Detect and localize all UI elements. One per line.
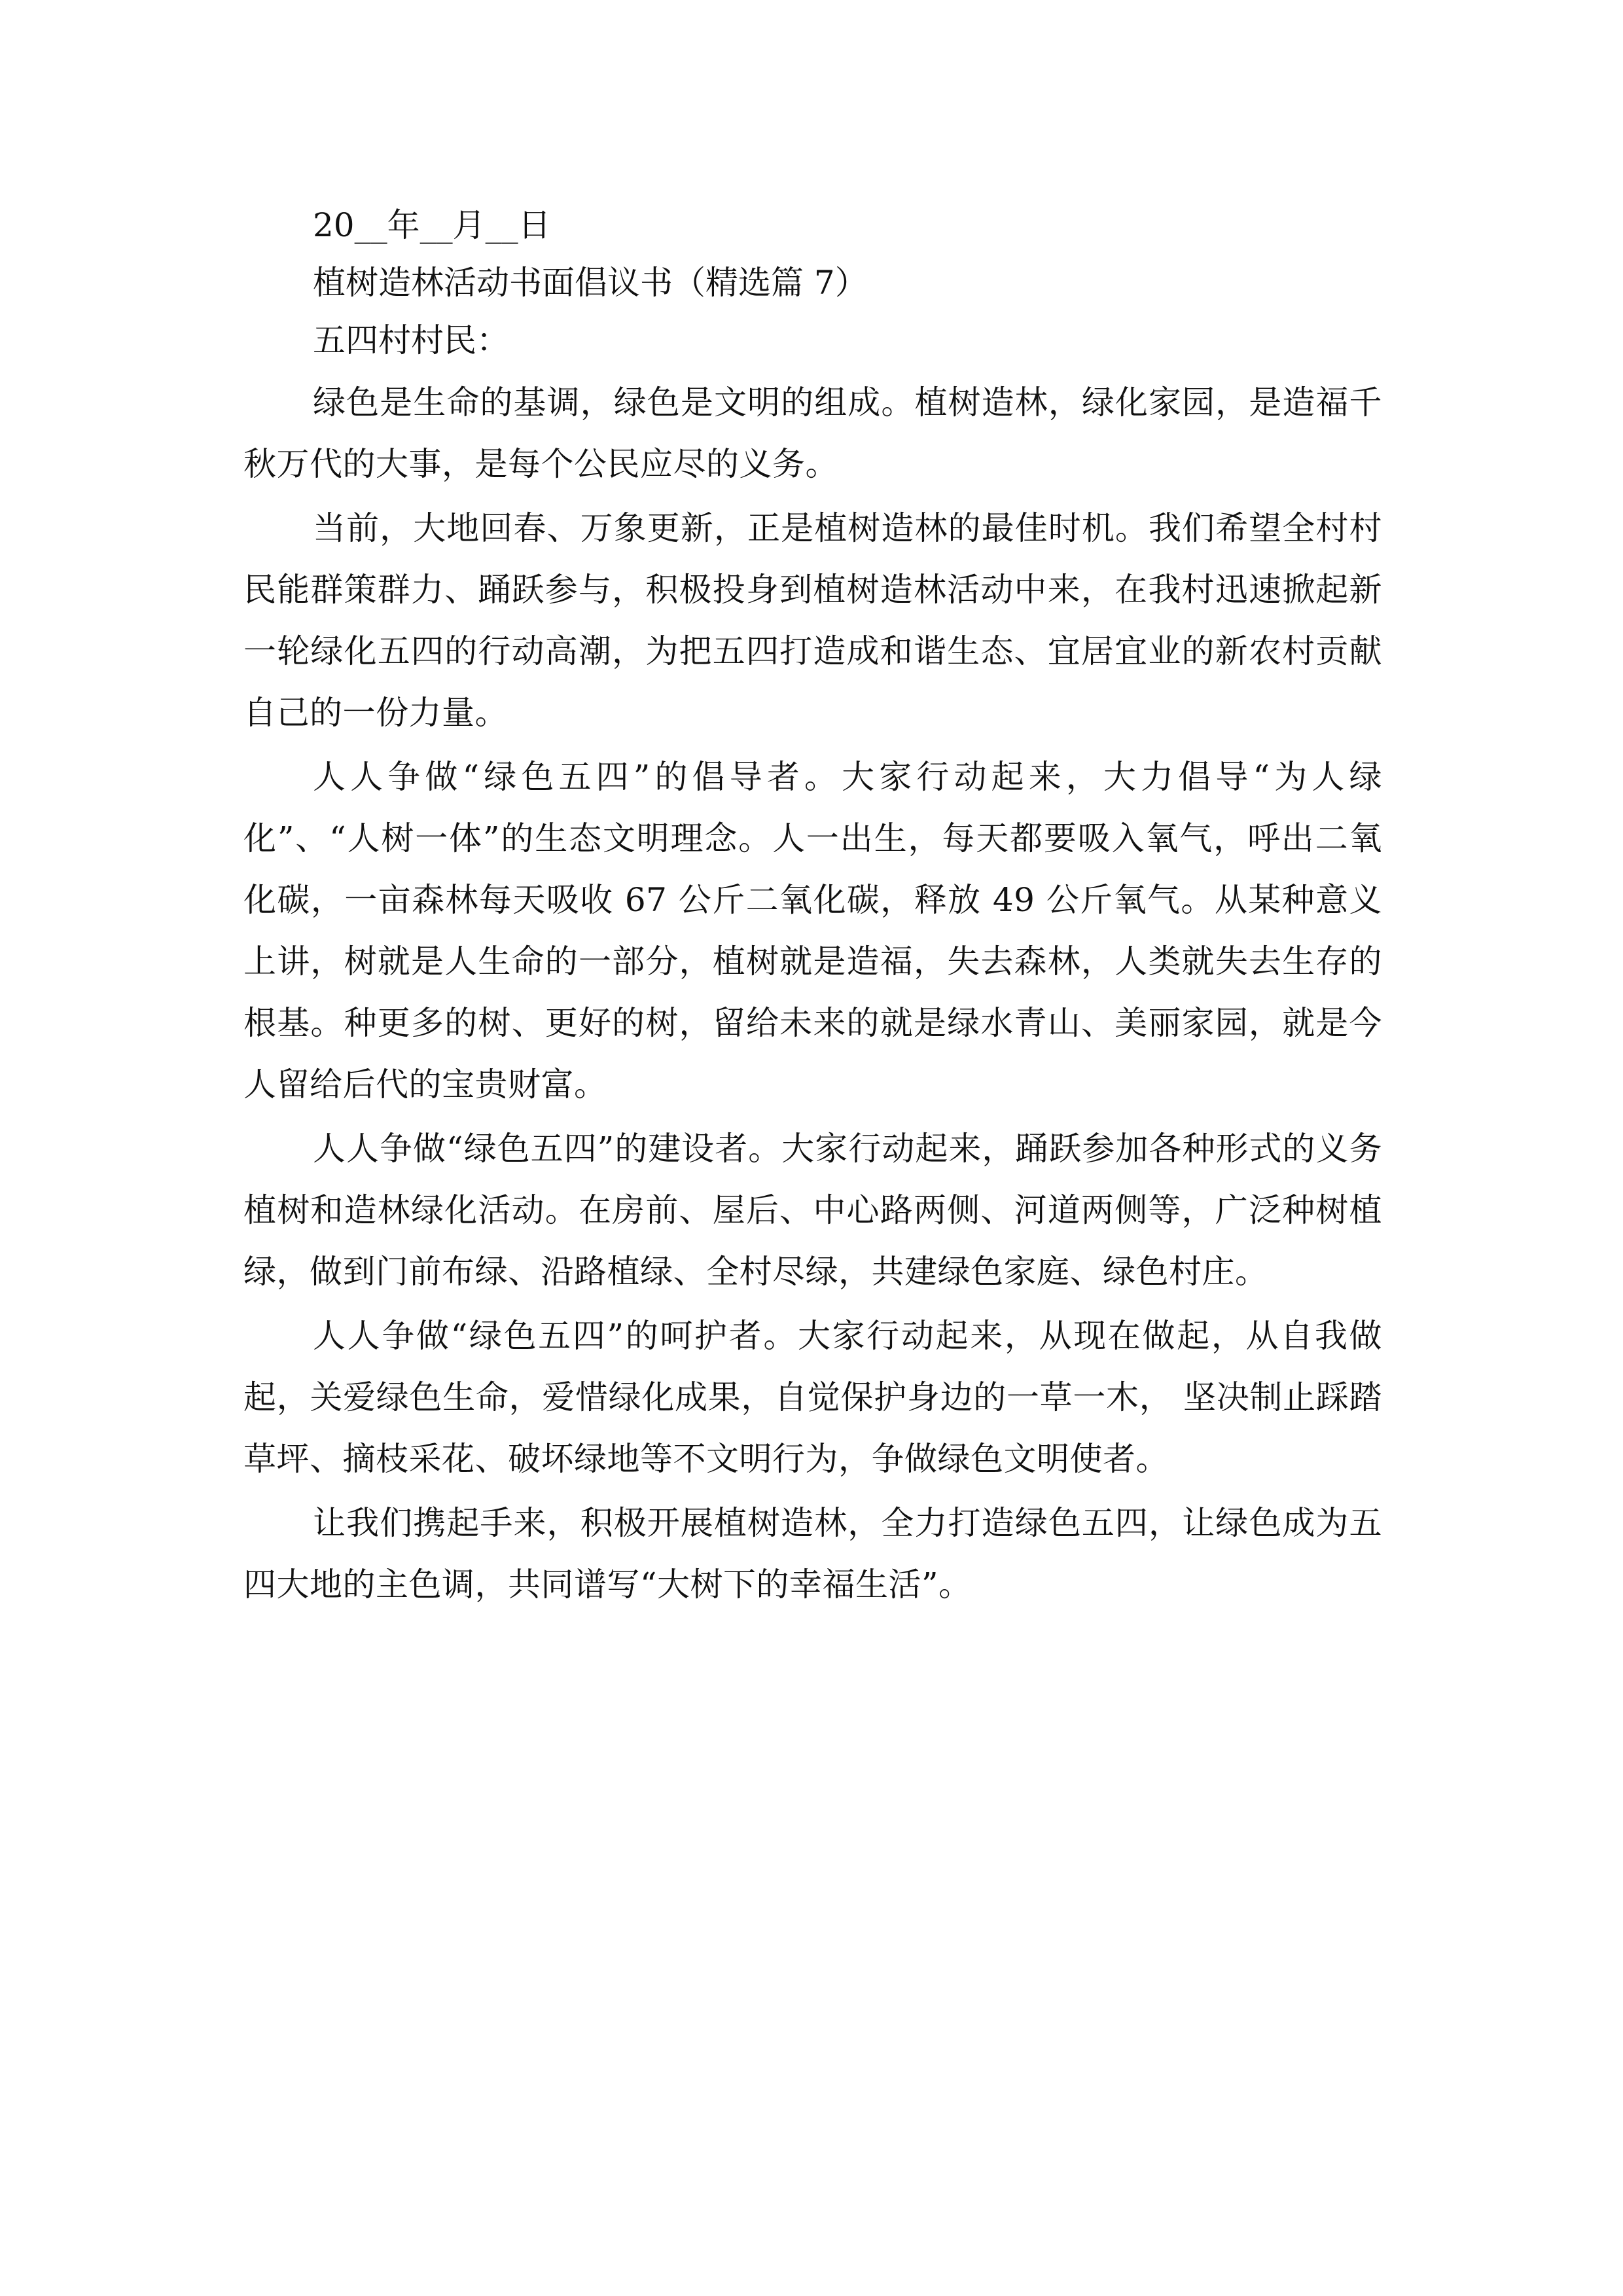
paragraph-protector: 人人争做“绿色五四”的呵护者。大家行动起来，从现在做起，从自我做起，关爱绿色生命，爱惜绿化成果，自觉保护身边的一草一木， 坚决制止踩踏草坪、摘枝采花、破坏绿地等不文明行为，争做绿色文明使者。 bbox=[243, 1317, 1382, 1478]
salutation: 五四村村民： bbox=[313, 321, 509, 359]
date-line: 20__年__月__日 bbox=[313, 206, 551, 244]
paragraph-current: 当前，大地回春、万象更新，正是植树造林的最佳时机。我们希望全村村民能群策群力、踊跃参与，积极投身到植树造林活动中来，在我村迅速掀起新一轮绿化五四的行动高潮，为把五四打造成和谐生态、宜居宜业的新农村贡献自己的一份力量。 bbox=[243, 509, 1382, 732]
document-title: 植树造林活动书面倡议书（精选篇 7） bbox=[313, 264, 868, 302]
paragraph-closing: 让我们携起手来，积极开展植树造林，全力打造绿色五四，让绿色成为五四大地的主色调，共同谱写“大树下的幸福生活”。 bbox=[243, 1504, 1382, 1604]
paragraph-intro: 绿色是生命的基调，绿色是文明的组成。植树造林，绿化家园，是造福千秋万代的大事，是每个公民应尽的义务。 bbox=[243, 384, 1382, 483]
document-body bbox=[243, 196, 1382, 1615]
paragraph-builder: 人人争做“绿色五四”的建设者。大家行动起来，踊跃参加各种形式的义务植树和造林绿化活动。在房前、屋后、中心路两侧、河道两侧等，广泛种树植绿，做到门前布绿、沿路植绿、全村尽绿，共建绿色家庭、绿色村庄。 bbox=[243, 1130, 1382, 1291]
paragraph-advocate: 人人争做“绿色五四”的倡导者。大家行动起来，大力倡导“为人绿化”、“人树一体”的生态文明理念。人一出生，每天都要吸入氧气，呼出二氧化碳，一亩森林每天吸收 67 公斤二氧化碳，释放 49 公斤氧气。从某种意义上讲，树就是人生命的一部分，植树就是造福，失去森林，人类就失去生存的根基。种更多的树、更好的树，留给未来的就是绿水青山、美丽家园，就是今人留给后代的宝贵财富。 bbox=[243, 758, 1382, 1103]
